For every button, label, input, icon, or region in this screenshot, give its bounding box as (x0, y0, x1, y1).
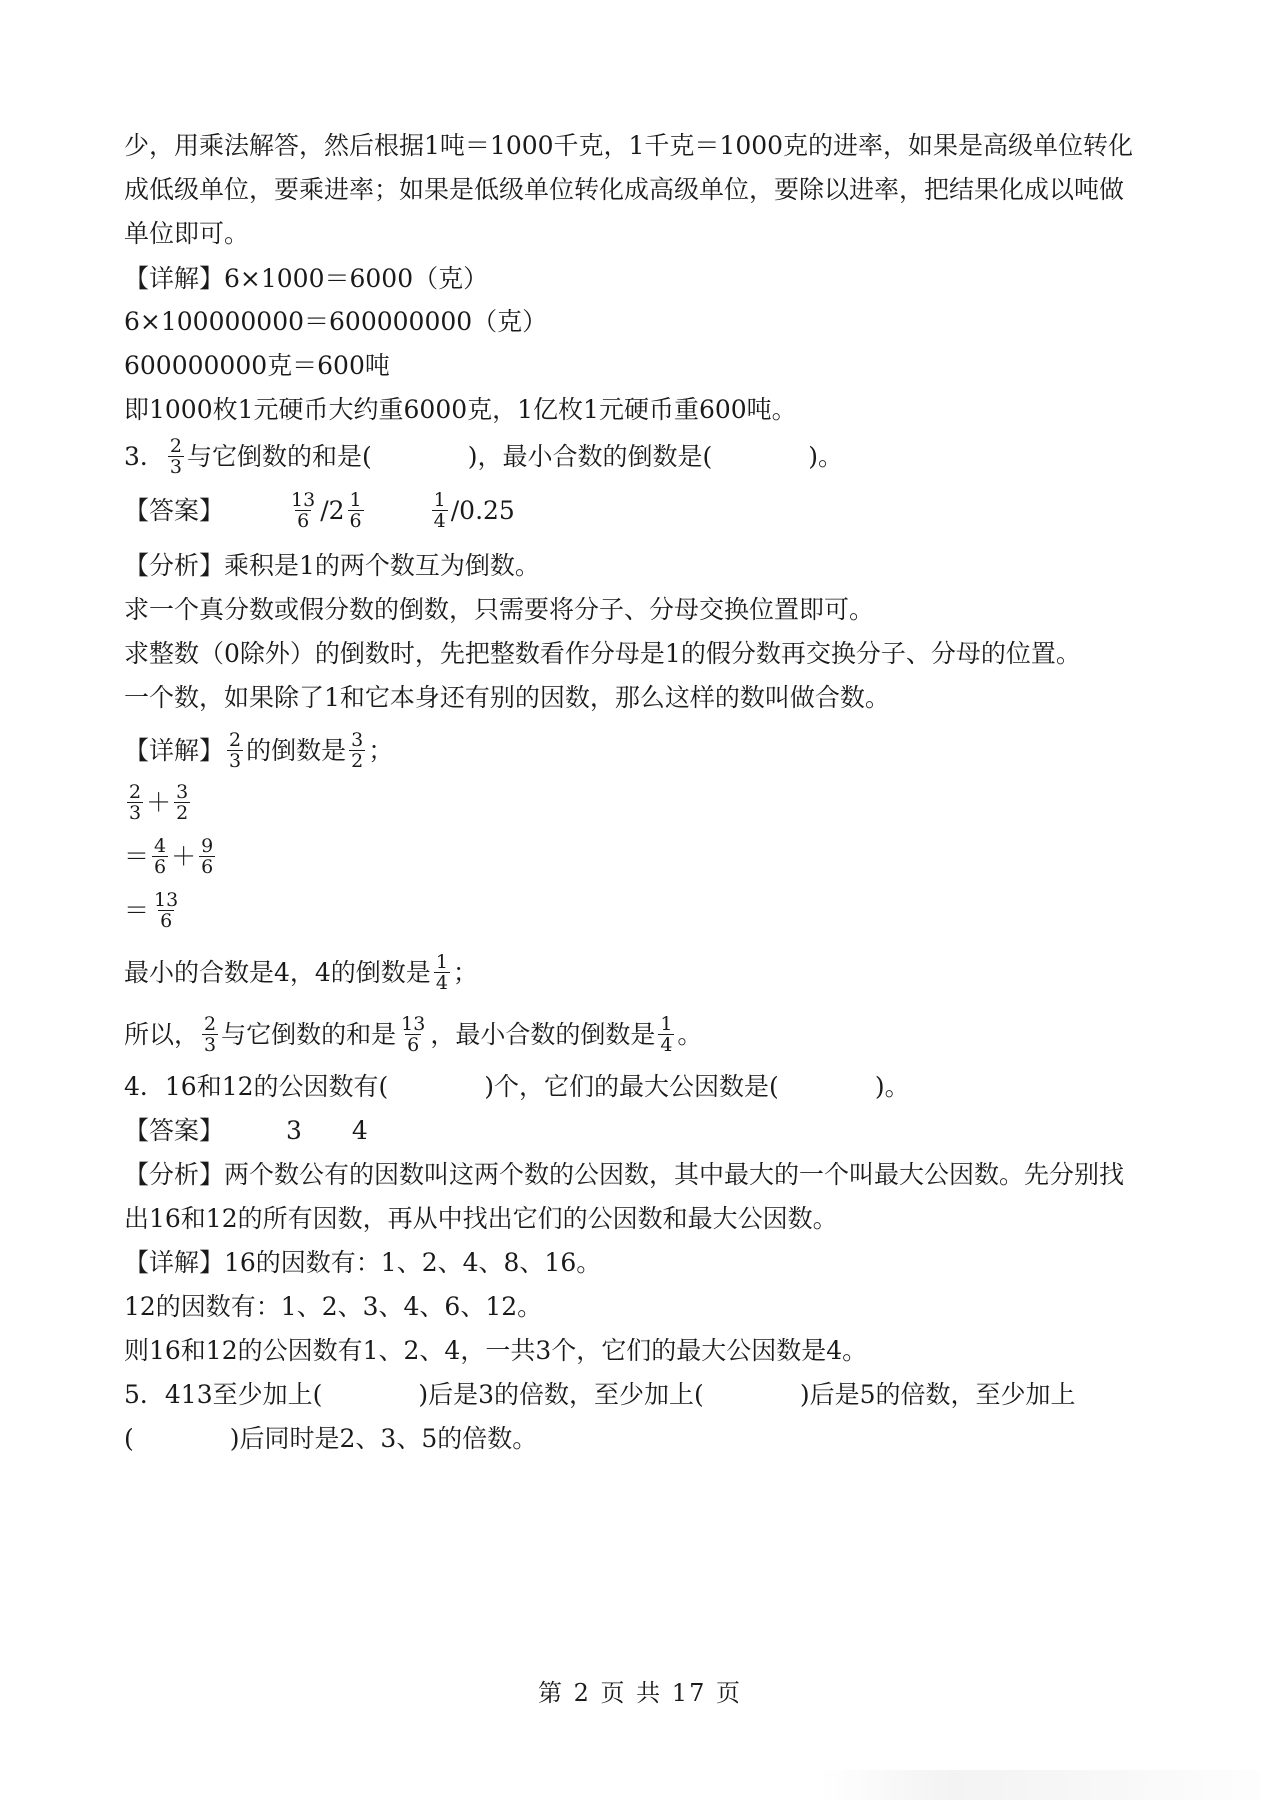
equation-line: ＝ $\frac{4}{6}$ ＋ $\frac{9}{6}$ (124, 835, 214, 878)
analysis-line: 求整数（0除外）的倒数时，先把整数看作分母是1的假分数再交换分子、分母的位置。 (124, 639, 1081, 668)
page-footer: 第 2 页 共 17 页 (538, 1679, 742, 1707)
analysis-line: 【分析】乘积是1的两个数互为倒数。 (124, 551, 540, 580)
analysis-line: 单位即可。 (124, 219, 250, 248)
detail-line: 【详解】6×1000＝6000（克） (124, 264, 489, 293)
fraction-2-3: $\frac{2}{3}$ (204, 1013, 217, 1056)
answer-value: 3 (286, 1116, 302, 1145)
answer-label: 【答案】 (124, 496, 225, 525)
question-5-stem-continued: ( )后同时是2、3、5的倍数。 (124, 1424, 538, 1453)
fraction-4-6: $\frac{4}{6}$ (154, 835, 167, 878)
detail-line: 600000000克＝600吨 (124, 351, 390, 380)
fraction-3-2: $\frac{3}{2}$ (351, 729, 364, 772)
fraction-9-6: $\frac{9}{6}$ (201, 835, 214, 878)
fraction-3-2: $\frac{3}{2}$ (176, 781, 189, 824)
question-4-stem: 4．16和12的公因数有( )个，它们的最大公因数是( )。 (124, 1072, 910, 1101)
detail-line: 【详解】16的因数有：1、2、4、8、16。 (124, 1248, 602, 1277)
question-5-stem: 5．413至少加上( )后是3的倍数，至少加上( )后是5的倍数，至少加上 (124, 1380, 1076, 1409)
detail-line: 则16和12的公因数有1、2、4，一共3个，它们的最大公因数是4。 (124, 1336, 868, 1365)
question-3-answer: 【答案】 $\frac{13}{6}$ /2 $\frac{1}{6}$ $\frac{1}{4}$ /0.25 (124, 489, 515, 532)
conclusion-line: 所以， $\frac{2}{3}$ 与它倒数的和是 $\frac{13}{6}$ ，最小合数的倒数是 $\frac{1}{4}$ 。 (124, 1013, 703, 1056)
answer-value: 4 (351, 1116, 368, 1145)
fraction-13-6: $\frac{13}{6}$ (154, 889, 179, 932)
equation-line: ＝ $\frac{13}{6}$ (124, 889, 179, 932)
fraction-2-3: $\frac{2}{3}$ (129, 781, 142, 824)
detail-label: 【详解】 (124, 736, 225, 765)
question-4-answer (124, 1113, 1184, 1149)
answer-fraction-13-6: $\frac{13}{6}$ (291, 489, 316, 532)
detail-line: 12的因数有：1、2、3、4、6、12。 (124, 1292, 543, 1321)
analysis-line: 少，用乘法解答，然后根据1吨＝1000千克，1千克＝1000克的进率，如果是高级单位转化 (124, 131, 1134, 160)
question-3-stem: 3． $\frac{2}{3}$ 与它倒数的和是( )，最小合数的倒数是( )。 (124, 435, 844, 478)
fraction-2-3: $\frac{2}{3}$ (229, 729, 242, 772)
fraction-1-4: $\frac{1}{4}$ (660, 1013, 673, 1056)
question-number: 3． (124, 442, 165, 471)
analysis-line: 【分析】两个数公有的因数叫这两个数的公因数，其中最大的一个叫最大公因数。先分别找 (124, 1160, 1125, 1189)
equation-line: $\frac{2}{3}$ ＋ $\frac{3}{2}$ (129, 781, 189, 824)
detail-line: 【详解】 $\frac{2}{3}$ 的倒数是 $\frac{3}{2}$ ； (124, 729, 394, 772)
analysis-line: 求一个真分数或假分数的倒数，只需要将分子、分母交换位置即可。 (124, 595, 875, 624)
answer-mixed-fraction-1-6: $\frac{1}{6}$ (349, 489, 362, 532)
detail-line: 即1000枚1元硬币大约重6000克，1亿枚1元硬币重600吨。 (124, 395, 797, 424)
detail-line: 最小的合数是4，4的倒数是 $\frac{1}{4}$ ； (124, 951, 478, 994)
answer-label: 【答案】 (124, 1116, 225, 1145)
fraction-1-4: $\frac{1}{4}$ (435, 951, 448, 994)
fraction-13-6: $\frac{13}{6}$ (401, 1013, 426, 1056)
fraction-2-3: $\frac{2}{3}$ (169, 435, 182, 478)
analysis-line: 一个数，如果除了1和它本身还有别的因数，那么这样的数叫做合数。 (124, 683, 890, 712)
analysis-line: 出16和12的所有因数，再从中找出它们的公因数和最大公因数。 (124, 1204, 838, 1233)
answer-fraction-1-4: $\frac{1}{4}$ (433, 489, 446, 532)
scan-artifact (820, 1770, 1260, 1800)
analysis-line: 成低级单位，要乘进率；如果是低级单位转化成高级单位，要除以进率，把结果化成以吨做 (124, 175, 1125, 204)
detail-line: 6×100000000＝600000000（克） (124, 307, 548, 336)
